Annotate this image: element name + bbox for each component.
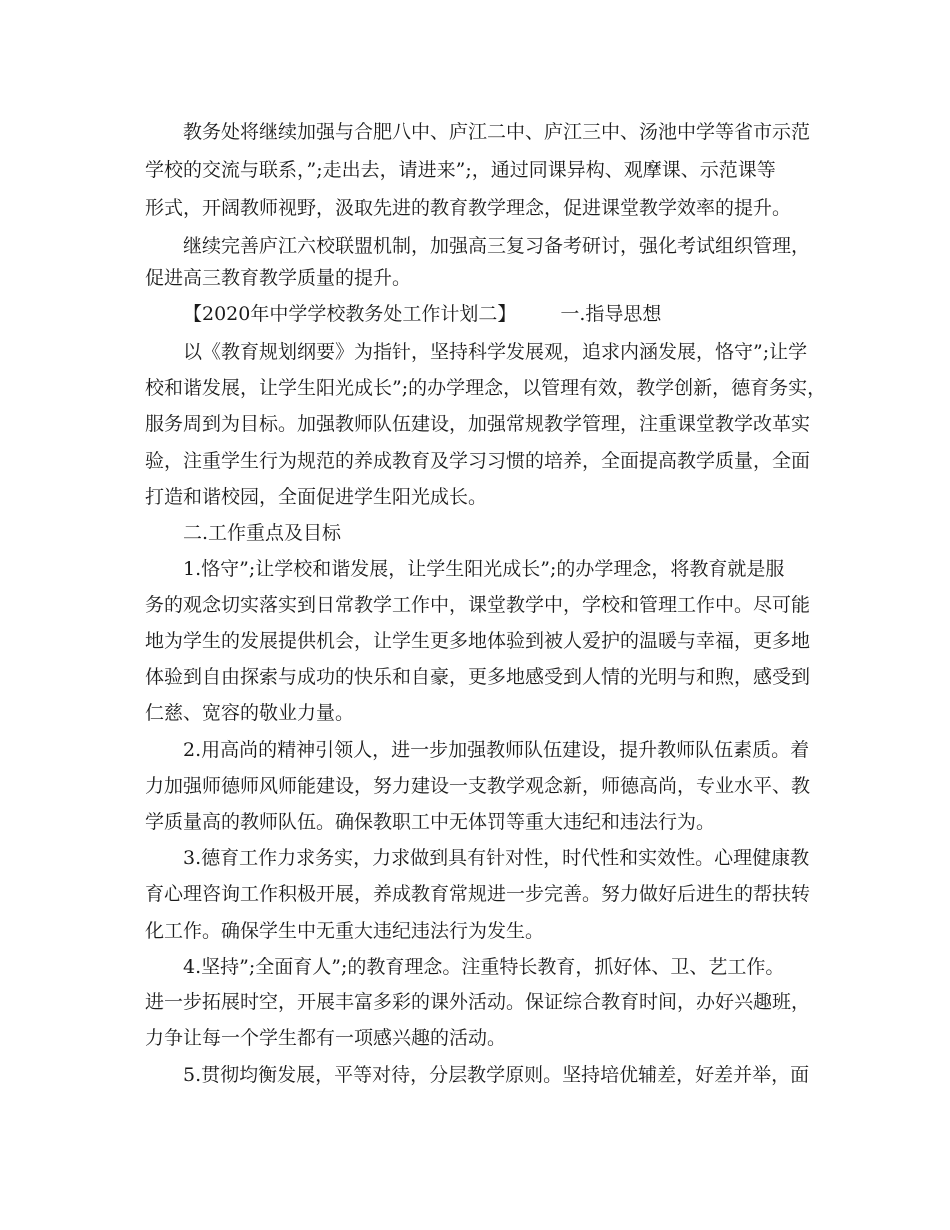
section-heading: 二.工作重点及目标: [183, 522, 342, 544]
paragraph-line: 验，注重学生行为规范的养成教育及学习习惯的培养，全面提高教学质量，全面: [145, 450, 811, 472]
paragraph-line: 3.德育工作力求务实，力求做到具有针对性，时代性和实效性。心理健康教: [183, 847, 810, 869]
paragraph-line: 教务处将继续加强与合肥八中、庐江二中、庐江三中、汤池中学等省市示范: [183, 121, 811, 143]
paragraph-line: 形式，开阔教师视野，汲取先进的教育教学理念，促进课堂教学效率的提升。: [145, 197, 792, 219]
paragraph-line: 仁慈、宽容的敬业力量。: [145, 702, 355, 724]
paragraph-line: 2.用高尚的精神引领人，进一步加强教师队伍建设，提升教师队伍素质。着: [183, 739, 810, 761]
paragraph-line: 打造和谐校园，全面促进学生阳光成长。: [145, 486, 488, 508]
paragraph-line: 学校的交流与联系，”;走出去，请进来”;，通过同课异构、观摩课、示范课等: [145, 159, 776, 181]
paragraph-line: 务的观念切实落实到日常教学工作中，课堂教学中，学校和管理工作中。尽可能: [145, 594, 811, 616]
paragraph-line: 继续完善庐江六校联盟机制，加强高三复习备考研讨，强化考试组织管理，: [183, 235, 811, 257]
paragraph-line: 力加强师德师风师能建设，努力建设一支教学观念新，师德高尚，专业水平、教: [145, 775, 811, 797]
paragraph-line: 以《教育规划纲要》为指针，坚持科学发展观，追求内涵发展，恪守”;让学: [183, 341, 808, 363]
paragraph-line: 化工作。确保学生中无重大违纪违法行为发生。: [145, 920, 545, 942]
paragraph-line: 体验到自由探索与成功的快乐和自豪，更多地感受到人情的光明与和煦，感受到: [145, 666, 811, 688]
paragraph-line: 校和谐发展，让学生阳光成长”;的办学理念，以管理有效，教学创新，德育务实，: [145, 377, 827, 399]
paragraph-line: 学质量高的教师队伍。确保教职工中无体罚等重大违纪和违法行为。: [145, 811, 716, 833]
paragraph-line: 4.坚持”;全面育人”;的教育理念。注重特长教育，抓好体、卫、艺工作。: [183, 956, 785, 978]
plan-title: 【2020年中学学校教务处工作计划二】: [183, 303, 517, 325]
paragraph-line: 育心理咨询工作积极开展，养成教育常规进一步完善。努力做好后进生的帮扶转: [145, 883, 811, 905]
paragraph-line: 力争让每一个学生都有一项感兴趣的活动。: [145, 1027, 507, 1049]
plan-heading: [183, 302, 661, 326]
paragraph-line: 5.贯彻均衡发展，平等对待，分层教学原则。坚持培优辅差，好差并举，面: [183, 1064, 810, 1086]
paragraph-line: 1.恪守”;让学校和谐发展，让学生阳光成长”;的办学理念，将教育就是服: [183, 558, 785, 580]
paragraph-line: 服务周到为目标。加强教师队伍建设，加强常规教学管理，注重课堂教学改革实: [145, 413, 811, 435]
paragraph-line: 进一步拓展时空，开展丰富多彩的课外活动。保证综合教育时间，办好兴趣班，: [145, 991, 811, 1013]
paragraph-line: 促进高三教育教学质量的提升。: [145, 267, 412, 289]
section-heading: 一.指导思想: [560, 303, 662, 325]
paragraph-line: 地为学生的发展提供机会，让学生更多地体验到被人爱护的温暖与幸福，更多地: [145, 630, 811, 652]
